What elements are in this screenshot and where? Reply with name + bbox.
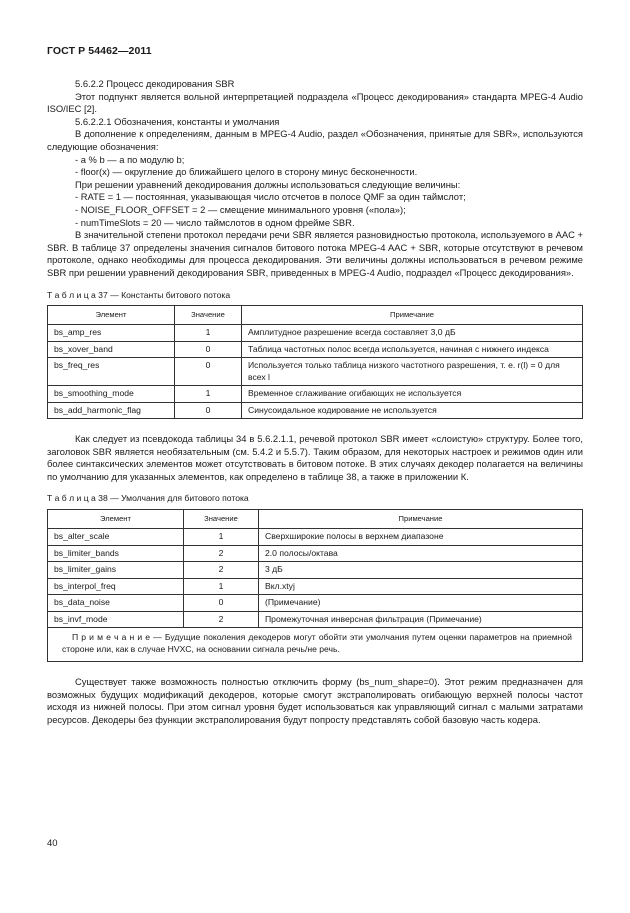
table-cell: 2 <box>184 562 259 579</box>
table-cell: bs_add_harmonic_flag <box>48 402 175 419</box>
table-header-row <box>48 510 583 529</box>
table-cell: Синусоидальное кодирование не используется <box>242 402 583 419</box>
table-cell: 3 дБ <box>259 562 583 579</box>
table-cell: bs_amp_res <box>48 325 175 342</box>
table-cell: Временное сглаживание огибающих не используется <box>242 386 583 403</box>
table-row <box>48 611 583 628</box>
table38-caption: Т а б л и ц а 38 — Умолчания для битового потока <box>47 493 249 504</box>
table-row <box>48 545 583 562</box>
paragraph: Как следует из псевдокода таблицы 34 в 5.6.2.1.1, речевой протокол SBR имеет «слоистую» структуру. Более того, заголовок SBR является необязательным (см. 5.4.2 и 5.5.7). Таким образом, для некоторых настроек и режимов один или более синтаксических элементов может отсутствовать в битовом потоке. В этих случаях декодер полагается на величины по умолчанию для указанных элементов, как определено в таблице 38, а также в приложении К. <box>47 433 583 482</box>
section-heading: 5.6.2.2 Процесс декодирования SBR <box>75 78 235 89</box>
table-cell: bs_alter_scale <box>48 529 184 546</box>
table37-caption: Т а б л и ц а 37 — Константы битового потока <box>47 289 231 300</box>
paragraph: Этот подпункт является вольной интерпретацией подраздела «Процесс декодирования» стандарта MPEG-4 Audio ISO/IEC [2]. <box>47 90 583 115</box>
column-header: Примечание <box>259 510 583 529</box>
table-cell: 1 <box>175 325 242 342</box>
column-header: Значение <box>175 306 242 325</box>
column-header: Элемент <box>48 510 184 529</box>
page-number: 40 <box>47 838 58 849</box>
table-row <box>48 595 583 612</box>
table-cell: 2.0 полосы/октава <box>259 545 583 562</box>
table-cell: 2 <box>184 611 259 628</box>
table-cell: 2 <box>184 545 259 562</box>
table-row <box>48 325 583 342</box>
table-row <box>48 562 583 579</box>
column-header: Примечание <box>242 306 583 325</box>
table-cell: bs_xover_band <box>48 341 175 358</box>
table-cell: bs_data_noise <box>48 595 184 612</box>
table-cell: 0 <box>175 358 242 386</box>
table-cell: Таблица частотных полос всегда используется, начиная с нижнего индекса <box>242 341 583 358</box>
paragraph: В дополнение к определениям, данным в MPEG-4 Audio, раздел «Обозначения, принятые для SBR», используются следующие обозначения: <box>47 128 583 152</box>
table-row <box>48 529 583 546</box>
paragraph: В значительной степени протокол передачи речи SBR является разновидностью протокола, используемого в AAC + SBR. В таблице 37 определены значения сигналов битового потока MPEG-4 AAC + SBR, которые отсутствуют в речевом протоколе, однако необходимы для процесса декодирования. Эти величины должны использоваться в речевом режиме SBR при решении уравнений декодирования SBR, приведенных в MPEG-4 Audio, подраздел «Процесс декодирования». <box>47 229 583 278</box>
table-row <box>48 358 583 386</box>
table-header-row <box>48 306 583 325</box>
table-cell: Сверхширокие полосы в верхнем диапазоне <box>259 529 583 546</box>
table-note: П р и м е ч а н и е — Будущие поколения декодеров могут обойти эти умолчания путем оценки параметров на приемной стороне или, как в случае HVXC, на основании сигнала речь/не речь. <box>48 628 583 662</box>
document-header: ГОСТ Р 54462—2011 <box>47 45 152 57</box>
table-cell: 1 <box>184 529 259 546</box>
table-cell: (Примечание) <box>259 595 583 612</box>
table-note-row <box>48 628 583 662</box>
table-row <box>48 578 583 595</box>
table-cell: 0 <box>175 402 242 419</box>
list-item: - floor(x) — округление до ближайшего целого в сторону минус бесконечности. <box>75 166 418 178</box>
column-header: Значение <box>184 510 259 529</box>
table-cell: 0 <box>184 595 259 612</box>
table-cell: bs_interpol_freq <box>48 578 184 595</box>
table-row <box>48 341 583 358</box>
table-row <box>48 386 583 403</box>
table-cell: Вкл.xtyj <box>259 578 583 595</box>
table-cell: 1 <box>184 578 259 595</box>
list-item: - RATE = 1 — постоянная, указывающая число отсчетов в полосе QMF за один таймслот; <box>75 191 466 203</box>
list-item: - a % b — a по модулю b; <box>75 153 185 165</box>
table-cell: 0 <box>175 341 242 358</box>
paragraph: Существует также возможность полностью отключить форму (bs_num_shape=0). Этот режим предназначен для возможных будущих модификаций декодеров, которые смогут экстраполировать огибающую верхней полосы частот исходя из нижней полосы. При этом сигнал уровня будет использоваться как управляющий сигнал с малыми затратами ресурсов. Декодеры без функции экстраполирования будут попросту представлять собой базовую часть кодера. <box>47 676 583 725</box>
page-body <box>47 78 583 726</box>
paragraph: При решении уравнений декодирования должны использоваться следующие величины: <box>75 178 461 190</box>
table-cell: Промежуточная инверсная фильтрация (Примечание) <box>259 611 583 628</box>
table-cell: bs_smoothing_mode <box>48 386 175 403</box>
table-cell: bs_limiter_gains <box>48 562 184 579</box>
table-cell: Амплитудное разрешение всегда составляет 3,0 дБ <box>242 325 583 342</box>
table-cell: bs_invf_mode <box>48 611 184 628</box>
list-item: - NOISE_FLOOR_OFFSET = 2 — смещение минимального уровня («пола»); <box>75 203 406 215</box>
table-cell: 1 <box>175 386 242 403</box>
table-cell: Используется только таблица низкого частотного разрешения, т. е. r(l) = 0 для всех l <box>242 358 583 386</box>
table-row <box>48 402 583 419</box>
table38 <box>47 509 583 662</box>
list-item: - numTimeSlots = 20 — число таймслотов в одном фрейме SBR. <box>75 216 355 228</box>
subsection-heading: 5.6.2.2.1 Обозначения, константы и умолчания <box>75 115 280 127</box>
table37 <box>47 305 583 419</box>
table-cell: bs_limiter_bands <box>48 545 184 562</box>
column-header: Элемент <box>48 306 175 325</box>
table-cell: bs_freq_res <box>48 358 175 386</box>
